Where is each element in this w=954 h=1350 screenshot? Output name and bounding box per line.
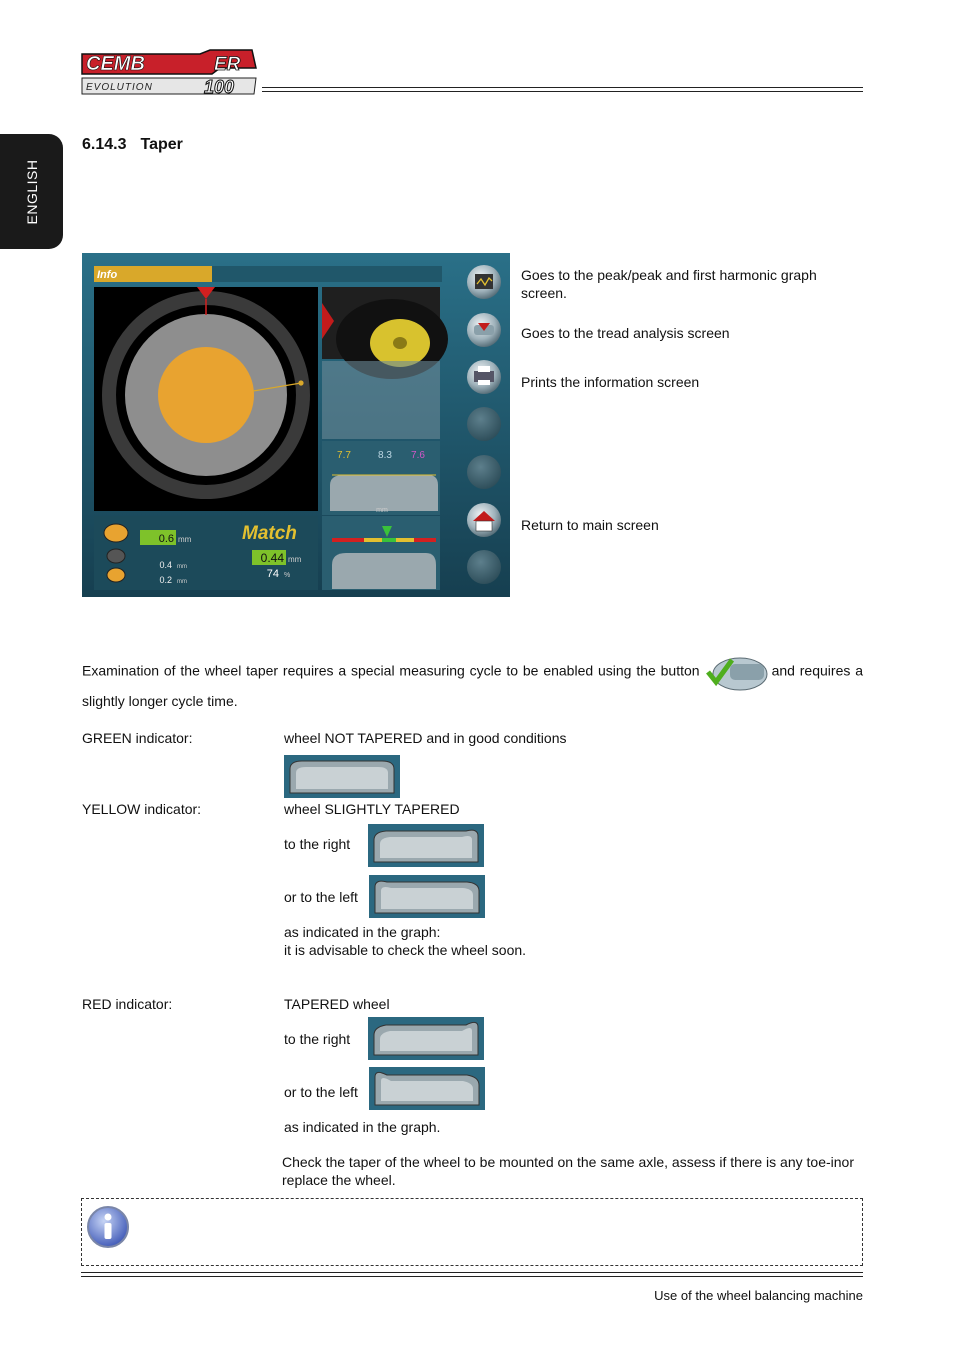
graph-button-description: Goes to the peak/peak and first harmonic graph screen.	[521, 267, 817, 301]
taper-cycle-button-icon	[704, 652, 768, 692]
match-percent: 74	[266, 568, 279, 580]
tire-left-taper-icon	[369, 1067, 485, 1115]
tread-analysis	[322, 441, 440, 515]
section-name: Taper	[140, 136, 183, 153]
print-button[interactable]	[467, 360, 501, 394]
section-number: 6.14.3	[82, 136, 127, 153]
match-label: Match	[242, 523, 297, 544]
disabled-button	[467, 407, 501, 441]
tread-button-description: Goes to the tread analysis screen	[521, 325, 730, 341]
red-left-label: or to the left	[284, 1084, 358, 1100]
disabled-button	[467, 550, 501, 584]
value-1: 0.6	[158, 533, 174, 545]
taper-indicator	[322, 516, 440, 590]
footer-rule	[81, 1272, 863, 1273]
green-indicator-text: wheel NOT TAPERED and in good conditions	[284, 730, 567, 746]
note-box	[81, 1198, 863, 1266]
info-tab[interactable]	[94, 266, 442, 282]
yellow-note-2: it is advisable to check the wheel soon.	[284, 942, 527, 958]
info-icon	[86, 1205, 130, 1254]
tread-right-value: 7.6	[411, 450, 425, 461]
tire-right-taper-icon	[368, 824, 484, 872]
tread-left-value: 7.7	[337, 450, 351, 461]
footer-rule	[81, 1276, 863, 1277]
home-button[interactable]	[467, 503, 501, 537]
tread-analysis-button[interactable]	[467, 313, 501, 347]
tire-right-taper-icon	[368, 1017, 484, 1065]
match-percent-sign: %	[284, 572, 291, 579]
tread-mid-value: 8.3	[378, 450, 392, 461]
yellow-note-1: as indicated in the graph:	[284, 924, 441, 940]
value-2-unit: mm	[177, 564, 187, 570]
svg-text:CEMB: CEMB	[86, 53, 145, 75]
disabled-button	[467, 455, 501, 489]
yellow-right-label: to the right	[284, 836, 351, 852]
graph-button[interactable]	[467, 265, 501, 299]
red-note: as indicated in the graph.	[284, 1119, 441, 1135]
svg-text:100: 100	[204, 77, 235, 97]
value-1-unit: mm	[178, 535, 192, 544]
yellow-left-label: or to the left	[284, 889, 358, 905]
home-button-description: Return to main screen	[521, 517, 659, 533]
check-instruction: Check the taper of the wheel to be mounted on the same axle, assess if there is any toe-inor replace the wheel.	[282, 1154, 854, 1188]
wheel-graph	[94, 287, 318, 511]
header-rule	[262, 91, 863, 92]
paragraph-text-before: Examination of the wheel taper requires a special measuring cycle to be enabled using the button	[82, 662, 700, 679]
taper-paragraph	[82, 652, 863, 710]
info-tab-label: Info	[97, 269, 118, 281]
red-indicator-label: RED indicator:	[82, 996, 173, 1012]
paragraph-text-after: and requires a slightly longer cycle time.	[82, 662, 863, 709]
tread-unit: mm	[376, 507, 388, 514]
footer-text: Use of the wheel balancing machine	[654, 1288, 863, 1303]
tire-left-taper-icon	[369, 875, 485, 923]
cemb-logo	[80, 48, 260, 98]
green-indicator-label: GREEN indicator:	[82, 730, 193, 746]
value-3: 0.2	[159, 575, 172, 585]
header-rule	[262, 87, 863, 88]
language-label: ENGLISH	[23, 159, 40, 224]
value-2: 0.4	[159, 560, 172, 570]
red-right-label: to the right	[284, 1031, 351, 1047]
tire-image	[322, 287, 448, 439]
match-value: 0.44	[260, 551, 284, 565]
svg-text:ER: ER	[214, 54, 241, 75]
match-unit: mm	[288, 555, 302, 564]
value-3-unit: mm	[177, 579, 187, 585]
tire-straight-icon	[284, 755, 400, 803]
print-button-description: Prints the information screen	[521, 374, 700, 390]
svg-text:EVOLUTION: EVOLUTION	[86, 82, 153, 93]
info-screen	[82, 253, 510, 597]
yellow-indicator-label: YELLOW indicator:	[82, 801, 202, 817]
yellow-indicator-text: wheel SLIGHTLY TAPERED	[284, 801, 460, 817]
red-indicator-text: TAPERED wheel	[284, 996, 390, 1012]
section-title	[82, 136, 183, 154]
value-panel	[94, 516, 318, 590]
language-tab	[0, 134, 63, 249]
